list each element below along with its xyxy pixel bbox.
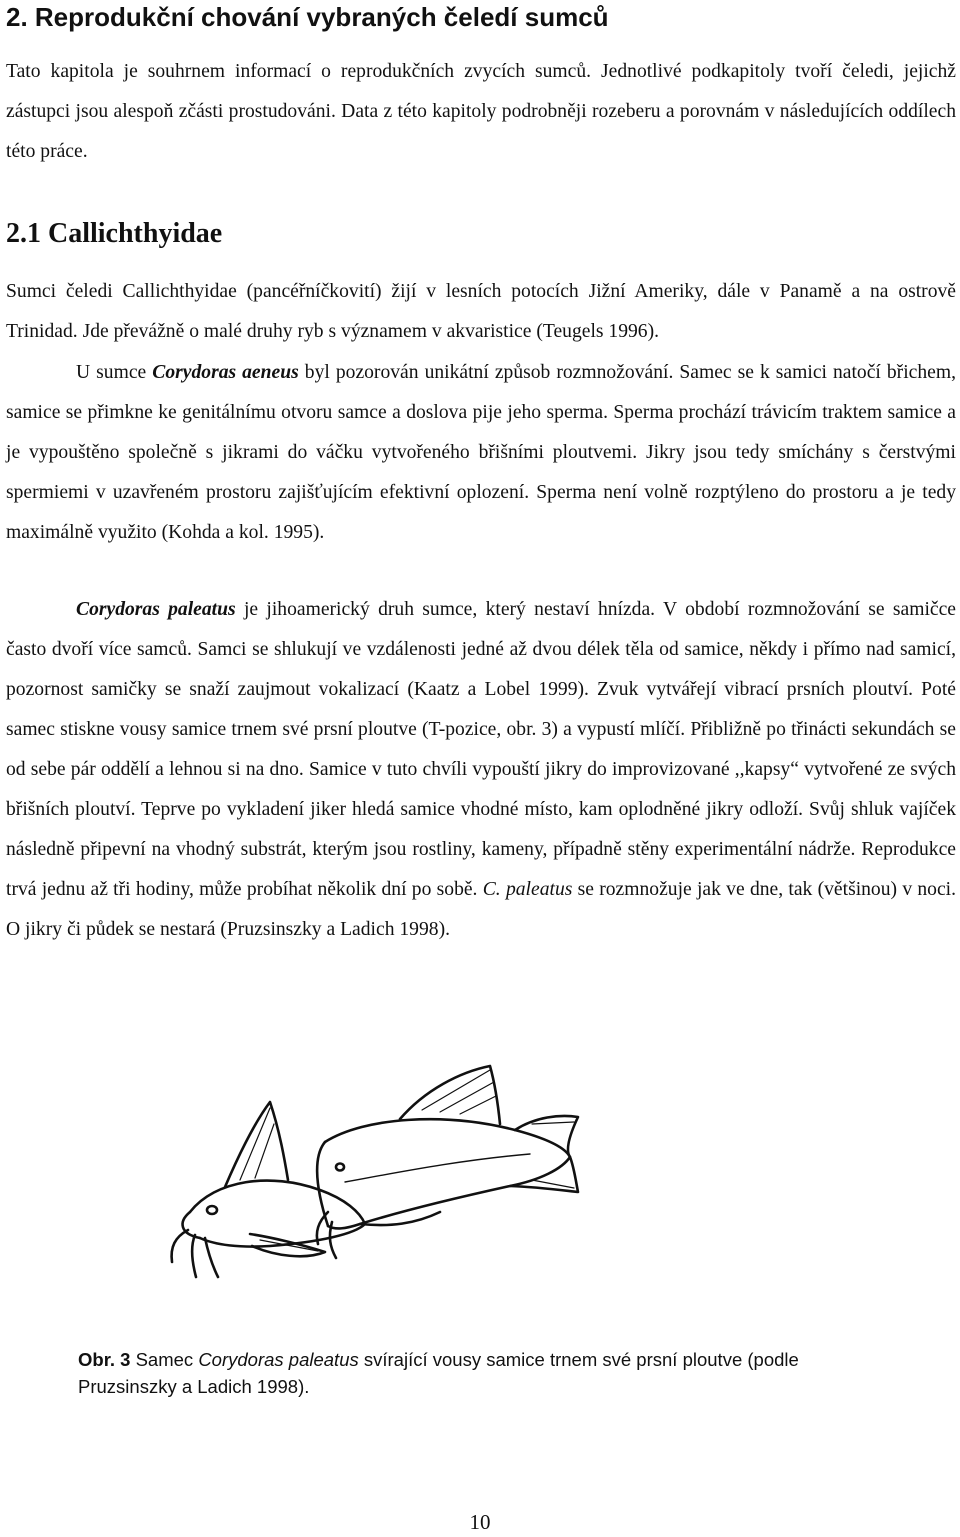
female-eye <box>336 1164 344 1171</box>
catfish-illustration <box>160 1062 580 1302</box>
corydoras-paleatus-paragraph <box>6 590 956 950</box>
caption-post: svírající vousy samice trnem své prsní ploutve (podle Pruzsinszky a Ladich 1998). <box>78 1349 799 1397</box>
male-dorsal-ray <box>255 1124 274 1178</box>
figure-caption <box>78 1346 898 1400</box>
intro-paragraph: Tato kapitola je souhrnem informací o reprodukčních zvycích sumců. Jednotlivé podkapitoly tvoří čeledi, jejichž zástupci jsou alespoň zčásti prostudováni. Data z této kapitoly podrobněji rozeberu a porovnám v následujících oddílech této práce. <box>6 61 956 162</box>
female-body-outline <box>325 1119 570 1228</box>
species-short-name: C. paleatus <box>482 879 573 900</box>
female-dorsal-ray <box>440 1082 494 1112</box>
para-c-part1: je jihoamerický druh sumce, který nestaví hnízda. V období rozmnožování se samičce často dvoří více samců. Samci se shlukují ve vzdálenosti jedné až dvou délek těla od samice, někdy i přímo nad samicí, pozornost samičky se snaží zaujmout vokalizací (Kaatz a Lobel 1999). Zvuk vytvářejí vibrací prsních ploutví. Poté samec stiskne vousy samice trnem své prsní ploutve (T-pozice, obr. 3) a vypustí mlíčí. Přibližně po třinácti sekundách se od sebe pár oddělí a lehnou si na dno. Samice v tuto chvíli vypouští jikry do improvizované ,,kapsy“ vytvořené ze svých břišních ploutví. Teprve po vykladení jiker hledá samice vhodné místo, kam oplodněné jikry odloží. Svůj shluk vajíček následně připevní na vhodný substrát, kterým jsou rostliny, kameny, případně stěny experimentální nádrže. Reprodukce trvá jednu až tři hodiny, může probíhat několik dní po sobě. <box>6 599 956 900</box>
para-b-pre: U sumce <box>76 362 153 383</box>
barbel <box>172 1230 188 1262</box>
barbel <box>192 1235 196 1277</box>
chapter-heading: 2. Reprodukční chování vybraných čeledí sumců <box>6 2 609 32</box>
callichthyidae-paragraph: Sumci čeledi Callichthyidae (pancéřníčkovití) žijí v lesních potocích Jižní Ameriky, dále v Panamě a na ostrově Trinidad. Jde převážně o malé druhy ryb s významem v akvaristice (Teugels 1996). <box>6 281 956 342</box>
caption-pre: Samec <box>130 1349 199 1370</box>
female-lateral-line <box>345 1154 530 1182</box>
caption-label: Obr. 3 <box>78 1349 131 1370</box>
female-dorsal-fin <box>400 1066 500 1124</box>
species-name: Corydoras paleatus <box>76 599 236 620</box>
female-dorsal-ray <box>460 1096 496 1114</box>
page-number: 10 <box>469 1510 491 1534</box>
para-c-part2: se rozmnožuje jak ve dne, tak (většinou) v noci. O jikry či půdek se nestará (Pruzsinszky a Ladich 1998). <box>6 879 957 940</box>
caption-species: Corydoras paleatus <box>198 1349 359 1370</box>
corydoras-aeneus-paragraph <box>6 353 956 553</box>
male-eye <box>207 1206 217 1214</box>
para-b-post: byl pozorován unikátní způsob rozmnožování. Samec se k samici natočí břichem, samice se přimkne ke genitálnímu otvoru samce a doslova pije jeho sperma. Sperma prochází trávicím traktem samice a je vypouštěno společně s jikrami do váčku vytvořeného břišními ploutvemi. Jikry jsou tedy smíchány s čerstvými spermiemi v uzavřeném prostoru zajišťujícím efektivní oplození. Sperma není volně rozptýleno do prostoru a je tedy maximálně využito (Kohda a kol. 1995). <box>6 362 956 543</box>
section-heading: 2.1 Callichthyidae <box>6 218 223 249</box>
female-belly-line <box>360 1212 440 1225</box>
species-name: Corydoras aeneus <box>152 362 299 383</box>
male-head-outline <box>183 1212 200 1238</box>
female-tail-ray <box>532 1122 574 1124</box>
female-tail-fin <box>510 1116 578 1192</box>
